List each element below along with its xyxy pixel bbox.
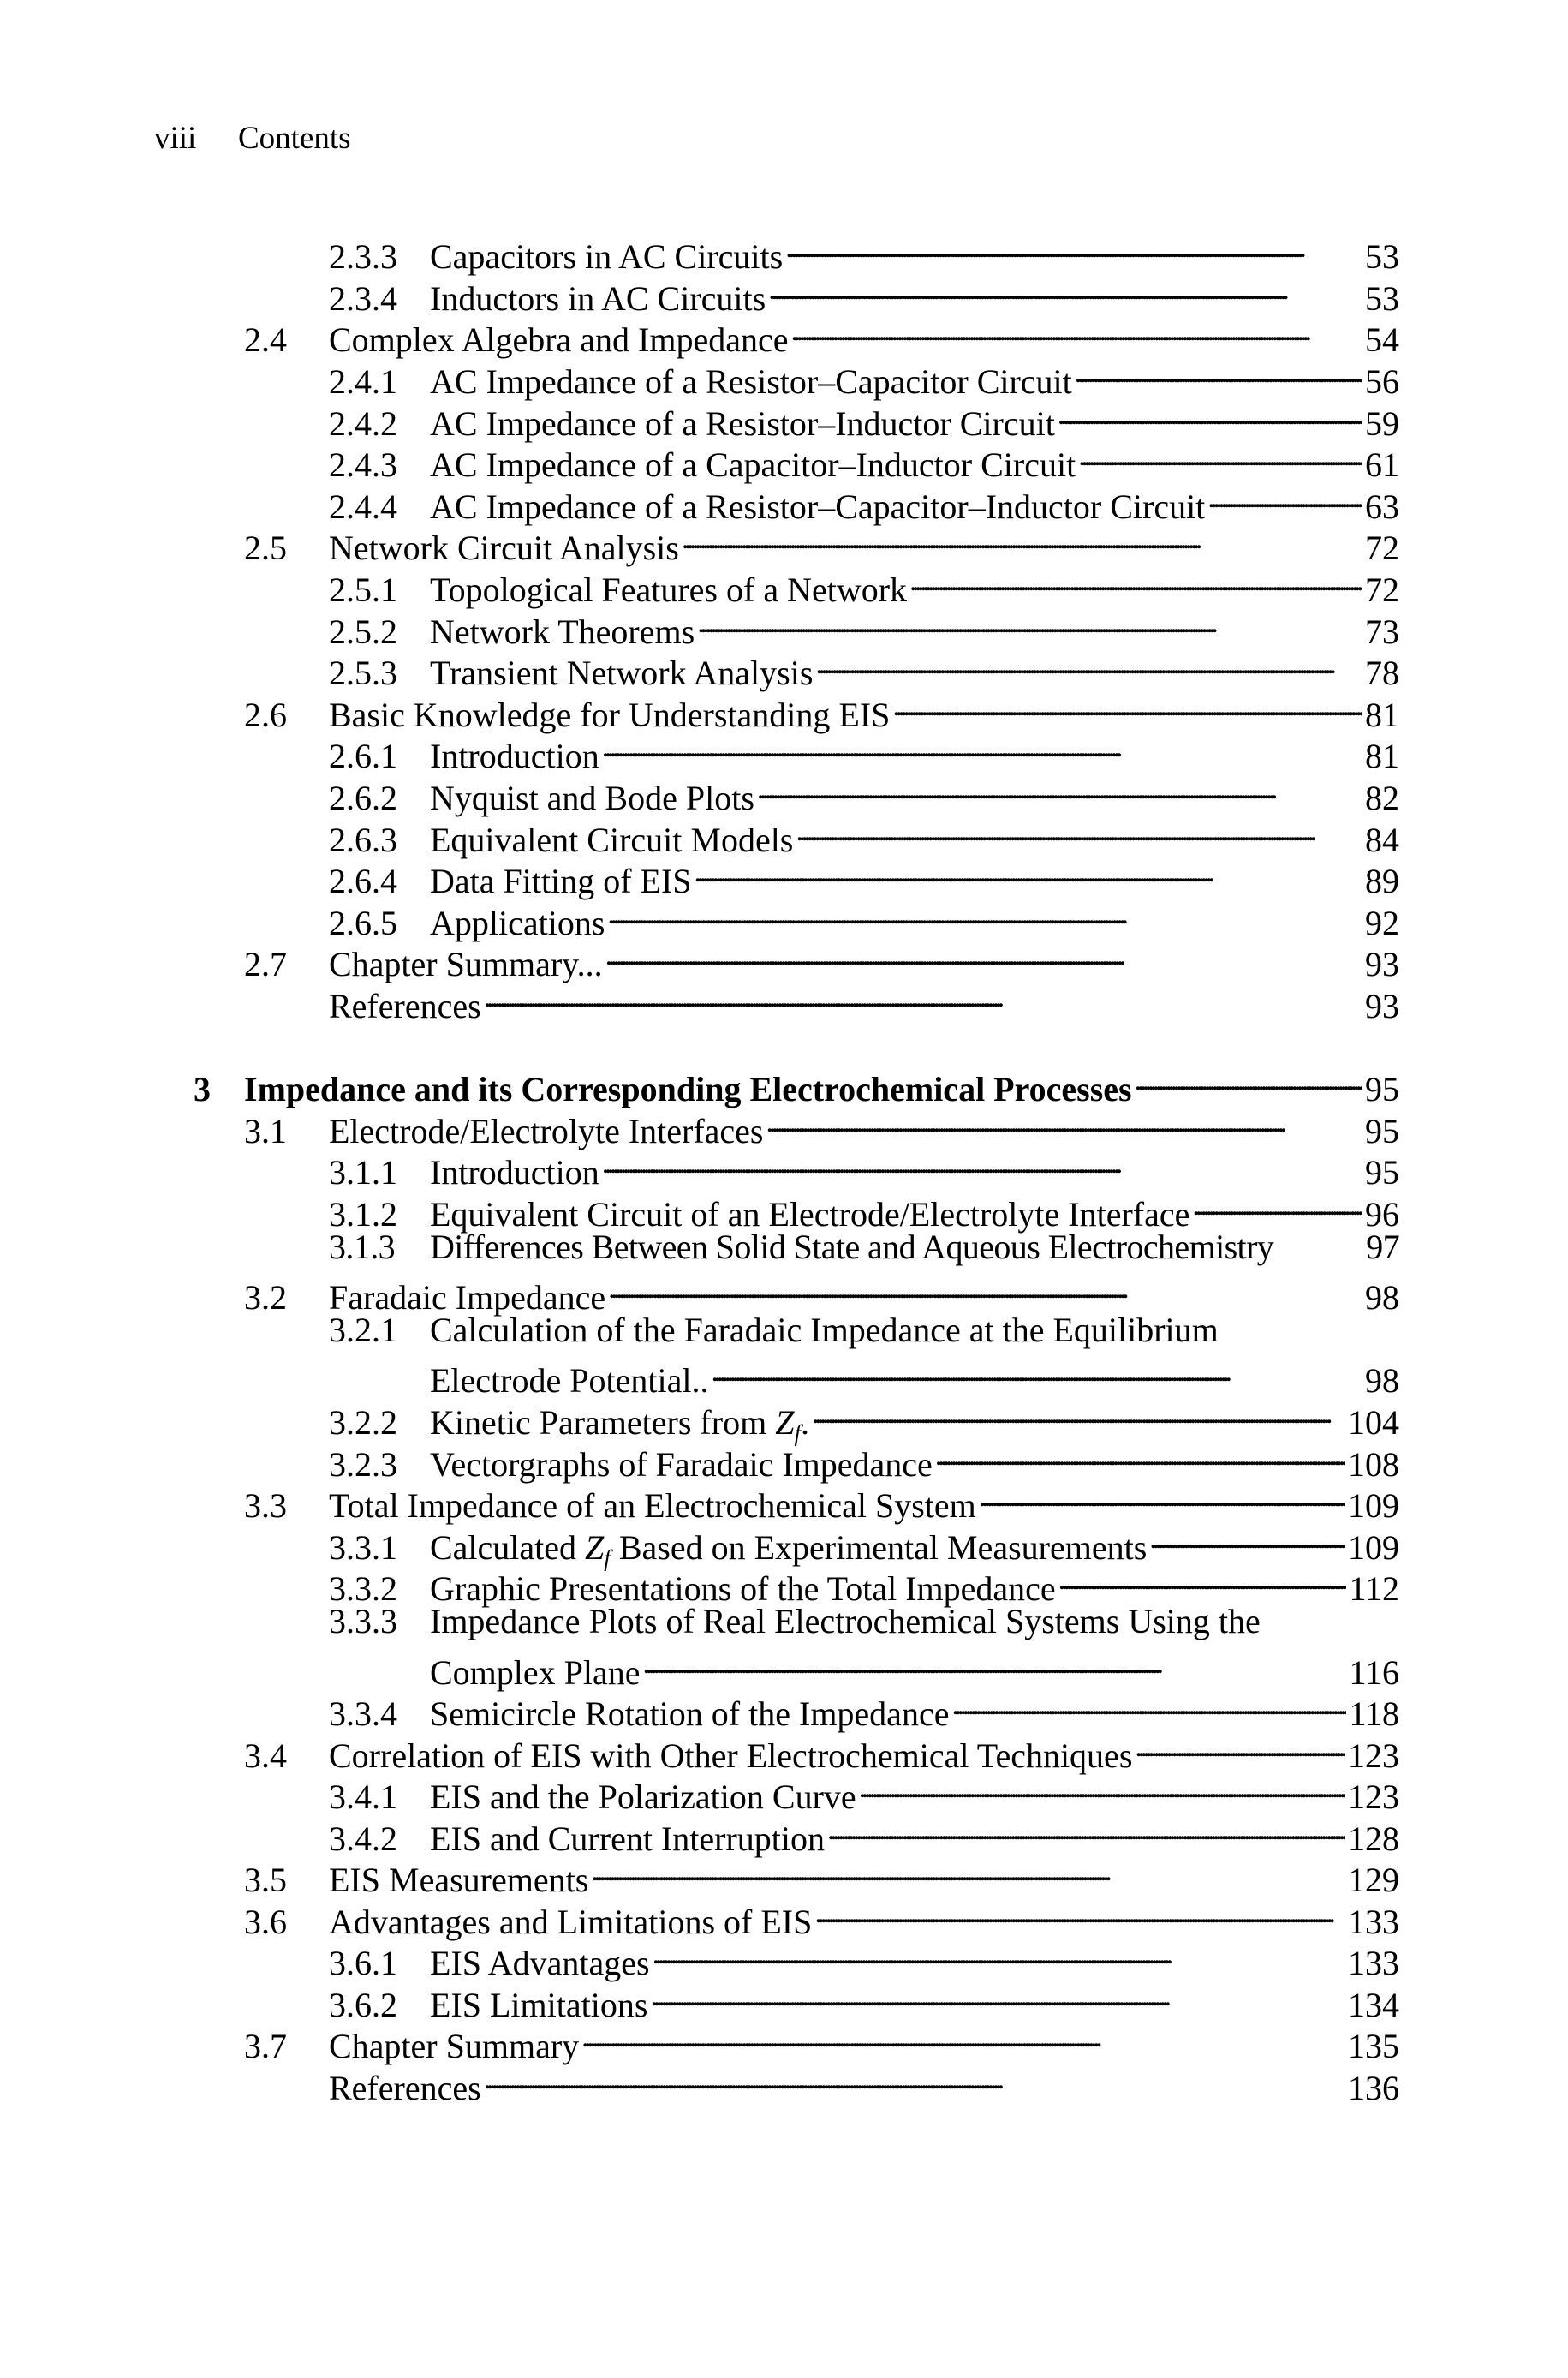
entry-page: 56 — [1365, 362, 1399, 401]
entry-title: Equivalent Circuit Models — [430, 821, 794, 859]
entry-page: 72 — [1365, 529, 1399, 567]
entry-number: 2.6.4 — [329, 862, 397, 900]
chapter-number: 3 — [194, 1070, 211, 1108]
entry-title: Equivalent Circuit of an Electrode/Electrolyte Interface — [430, 1195, 1190, 1234]
toc-entry[interactable] — [329, 1393, 1399, 1446]
leader-dots — [790, 310, 1362, 351]
entry-title: Vectorgraphs of Faradaic Impedance — [430, 1445, 933, 1484]
entry-title: AC Impedance of a Resistor–Capacitor–Inductor Circuit — [430, 487, 1206, 526]
entry-page: 93 — [1365, 945, 1399, 983]
entry-title: Electrode/Electrolyte Interfaces — [329, 1112, 764, 1150]
leader-dots — [1135, 1726, 1345, 1767]
entry-title: AC Impedance of a Resistor–Inductor Circuit — [430, 404, 1055, 443]
toc-entry[interactable] — [329, 1143, 1399, 1192]
toc-entry[interactable] — [329, 1559, 1399, 1608]
leader-dots — [643, 1643, 1347, 1684]
entry-number: 3.3 — [244, 1486, 287, 1525]
entry-number: 3.1.1 — [329, 1153, 397, 1192]
toc-entry-first-line[interactable] — [329, 1310, 1219, 1351]
entry-title: Differences Between Solid State and Aqueous Electrochemistry — [430, 1228, 1274, 1266]
entry-title: Network Theorems — [430, 612, 695, 651]
entry-title: AC Impedance of a Capacitor–Inductor Circuit — [430, 445, 1076, 484]
entry-number: 2.6.3 — [329, 821, 397, 859]
toc-entry[interactable] — [329, 394, 1399, 443]
toc-entry[interactable] — [329, 1809, 1399, 1858]
entry-title-continued: Complex Plane — [430, 1653, 641, 1692]
entry-title: Data Fitting of EIS — [430, 862, 692, 900]
entry-title: References — [329, 987, 481, 1025]
leader-dots — [892, 685, 1362, 726]
toc-entry[interactable] — [329, 269, 1399, 318]
entry-page: 104 — [1348, 1403, 1399, 1442]
toc-entry[interactable] — [329, 602, 1399, 651]
entry-number: 3.4 — [244, 1736, 287, 1775]
entry-title: Complex Algebra and Impedance — [329, 320, 789, 359]
toc-entry[interactable] — [329, 352, 1399, 401]
entry-title: References — [329, 2069, 481, 2107]
entry-title: Capacitors in AC Circuits — [430, 237, 784, 276]
toc-entry[interactable] — [244, 2017, 1399, 2065]
leader-dots — [682, 518, 1362, 559]
entry-number: 2.4.4 — [329, 487, 397, 526]
toc-entry[interactable] — [244, 1102, 1399, 1150]
toc-entry[interactable] — [244, 1268, 1399, 1317]
toc-entry[interactable] — [329, 560, 1399, 609]
entry-number: 3.3.4 — [329, 1694, 397, 1733]
leader-dots — [697, 602, 1362, 643]
leader-dots — [796, 810, 1362, 851]
toc-entry[interactable] — [329, 643, 1399, 692]
toc-entry[interactable] — [329, 851, 1399, 900]
leader-dots — [827, 1809, 1345, 1850]
toc-entry[interactable] — [329, 726, 1399, 775]
leader-dots — [1192, 1185, 1362, 1226]
entry-title: Chapter Summary — [329, 2027, 580, 2065]
entry-number: 3.1.2 — [329, 1195, 397, 1234]
toc-entry[interactable] — [430, 1351, 1399, 1400]
entry-page: 123 — [1348, 1736, 1399, 1775]
entry-title: Graphic Presentations of the Total Impedance — [430, 1569, 1056, 1608]
entry-number: 2.4 — [244, 320, 287, 359]
entry-number: 2.6.5 — [329, 904, 397, 942]
entry-number: 3.5 — [244, 1861, 287, 1899]
entry-title: Calculation of the Faradaic Impedance at the Equilibrium — [430, 1311, 1219, 1349]
toc-entry[interactable] — [244, 1476, 1399, 1525]
entry-page: 98 — [1365, 1361, 1399, 1400]
entry-page: 128 — [1348, 1819, 1399, 1858]
entry-page: 81 — [1365, 696, 1399, 734]
entry-number: 3.2.3 — [329, 1445, 397, 1484]
toc-entry[interactable] — [244, 310, 1399, 359]
toc-entry[interactable] — [329, 1518, 1399, 1571]
toc-entry[interactable] — [329, 227, 1399, 276]
entry-title: Basic Knowledge for Understanding EIS — [329, 696, 891, 734]
entry-page: 95 — [1365, 1112, 1399, 1150]
leader-dots — [1075, 352, 1362, 393]
entry-title: Faradaic Impedance — [329, 1278, 606, 1317]
toc-entry[interactable] — [244, 1850, 1399, 1899]
leader-dots — [1149, 1518, 1345, 1559]
entry-page: 61 — [1365, 445, 1399, 484]
entry-number: 3.6 — [244, 1903, 287, 1941]
toc-entry[interactable] — [329, 768, 1399, 817]
chapter-title: Impedance and its Corresponding Electrochemical Processes — [244, 1070, 1132, 1108]
toc-entry-first-line[interactable] — [329, 1601, 1261, 1642]
entry-page: 134 — [1348, 1986, 1399, 2024]
entry-page: 112 — [1349, 1569, 1399, 1608]
entry-title: Semicircle Rotation of the Impedance — [430, 1694, 950, 1733]
entry-number: 2.4.2 — [329, 404, 397, 443]
leader-dots — [909, 560, 1362, 601]
entry-page: 116 — [1349, 1653, 1399, 1692]
entry-title: EIS Measurements — [329, 1861, 589, 1899]
entry-page: 98 — [1365, 1278, 1399, 1317]
entry-number: 2.6.2 — [329, 779, 397, 817]
entry-page: 133 — [1348, 1944, 1399, 1982]
toc-entry[interactable] — [244, 518, 1399, 567]
entry-title: EIS Advantages — [430, 1944, 650, 1982]
entry-title: Introduction — [430, 737, 599, 775]
toc-entry[interactable] — [329, 477, 1399, 526]
leader-dots — [695, 851, 1362, 893]
leader-dots — [935, 1435, 1345, 1476]
running-title: Contents — [238, 121, 351, 156]
entry-title: EIS Limitations — [430, 1986, 648, 2024]
leader-dots — [711, 1351, 1362, 1392]
entry-title: Impedance Plots of Real Electrochemical Systems Using the — [430, 1602, 1261, 1640]
leader-dots — [785, 227, 1362, 268]
leader-dots — [1058, 1559, 1347, 1600]
leader-dots — [605, 935, 1362, 976]
entry-number: 3.2.1 — [329, 1311, 397, 1349]
entry-number: 3.7 — [244, 2027, 287, 2065]
entry-page: 72 — [1365, 571, 1399, 609]
toc-entry[interactable] — [430, 1643, 1399, 1692]
entry-number: 3.6.1 — [329, 1944, 397, 1982]
entry-page: 109 — [1348, 1486, 1399, 1525]
entry-number: 2.5.2 — [329, 612, 397, 651]
entry-page: 133 — [1348, 1903, 1399, 1941]
entry-number: 2.7 — [244, 945, 287, 983]
entry-number: 3.3.1 — [329, 1528, 397, 1567]
entry-number: 2.4.3 — [329, 445, 397, 484]
leader-dots — [602, 1143, 1362, 1184]
entry-number: 3.3.3 — [329, 1602, 397, 1640]
entry-page: 93 — [1365, 987, 1399, 1025]
entry-number: 3.2 — [244, 1278, 287, 1317]
entry-page: 82 — [1365, 779, 1399, 817]
entry-number: 2.6 — [244, 696, 287, 734]
leader-dots — [1135, 1060, 1362, 1101]
toc-entry[interactable] — [329, 1435, 1399, 1484]
leader-dots — [951, 1684, 1346, 1725]
entry-number: 2.5.3 — [329, 654, 397, 692]
entry-number: 3.1.3 — [329, 1228, 396, 1266]
toc-entry[interactable] — [329, 1185, 1399, 1234]
entry-number: 3.4.2 — [329, 1819, 397, 1858]
entry-page: 95 — [1365, 1070, 1399, 1108]
toc-entry[interactable] — [329, 977, 1399, 1025]
entry-number: 2.6.1 — [329, 737, 397, 775]
toc-entry[interactable] — [329, 1767, 1399, 1816]
entry-title: Advantages and Limitations of EIS — [329, 1903, 813, 1941]
leader-dots — [757, 768, 1362, 810]
entry-page: 54 — [1365, 320, 1399, 359]
entry-title: Kinetic Parameters from $Z_f$. — [430, 1403, 809, 1446]
page-folio: viii — [154, 121, 197, 156]
leader-dots — [484, 2058, 1345, 2100]
leader-dots — [608, 1268, 1362, 1309]
entry-number: 3.2.2 — [329, 1403, 397, 1442]
entry-number: 3.4.1 — [329, 1778, 397, 1816]
entry-title: Total Impedance of an Electrochemical System — [329, 1486, 976, 1525]
entry-title: EIS and Current Interruption — [430, 1819, 825, 1858]
toc-entry[interactable] — [329, 893, 1399, 942]
entry-title: AC Impedance of a Resistor–Capacitor Circuit — [430, 362, 1072, 401]
leader-dots — [1207, 477, 1362, 518]
entry-title: Nyquist and Bode Plots — [430, 779, 754, 817]
entry-page: 118 — [1349, 1694, 1399, 1733]
entry-number: 2.5 — [244, 529, 287, 567]
entry-number: 3.6.2 — [329, 1986, 397, 2024]
leader-dots — [1078, 435, 1362, 476]
entry-title: Topological Features of a Network — [430, 571, 908, 609]
entry-page: 135 — [1348, 2027, 1399, 2065]
entry-title: Calculated $Z_f$ Based on Experimental Measurements — [430, 1528, 1148, 1571]
entry-page: 96 — [1365, 1195, 1399, 1234]
leader-dots — [815, 643, 1362, 684]
leader-dots — [581, 2017, 1345, 2058]
leader-dots — [768, 269, 1362, 310]
entry-title: Introduction — [430, 1153, 599, 1192]
entry-page: 63 — [1365, 487, 1399, 526]
leader-dots — [591, 1850, 1345, 1891]
entry-page: 129 — [1348, 1861, 1399, 1899]
toc-entry[interactable] — [244, 935, 1399, 983]
entry-title: EIS and the Polarization Curve — [430, 1778, 856, 1816]
toc-entry[interactable] — [244, 1892, 1399, 1941]
entry-page: 73 — [1365, 612, 1399, 651]
leader-dots — [812, 1393, 1345, 1434]
toc-entry[interactable] — [244, 685, 1399, 734]
leader-dots — [653, 1933, 1345, 1975]
leader-dots — [484, 977, 1362, 1018]
entry-title: Network Circuit Analysis — [329, 529, 679, 567]
entry-number: 2.3.4 — [329, 279, 397, 318]
toc-entry[interactable] — [329, 1227, 1399, 1268]
toc-entry[interactable] — [329, 2058, 1399, 2107]
toc-entry[interactable] — [329, 1933, 1399, 1982]
entry-page: 81 — [1365, 737, 1399, 775]
leader-dots — [859, 1767, 1345, 1808]
entry-page: 136 — [1348, 2069, 1399, 2107]
entry-number: 3.3.2 — [329, 1569, 397, 1608]
entry-number: 2.4.1 — [329, 362, 397, 401]
leader-dots — [814, 1892, 1345, 1933]
entry-page: 123 — [1348, 1778, 1399, 1816]
entry-page: 89 — [1365, 862, 1399, 900]
entry-number: 2.5.1 — [329, 571, 397, 609]
toc-chapter-entry[interactable] — [194, 1060, 1399, 1108]
toc-entry[interactable] — [329, 435, 1399, 484]
entry-page: 53 — [1365, 237, 1399, 276]
entry-title: Correlation of EIS with Other Electrochemical Techniques — [329, 1736, 1133, 1775]
toc-entry[interactable] — [329, 1975, 1399, 2024]
leader-dots — [650, 1975, 1345, 2017]
toc-entry[interactable] — [329, 1684, 1399, 1733]
leader-dots — [602, 726, 1362, 768]
entry-number: 2.3.3 — [329, 237, 397, 276]
entry-page: 59 — [1365, 404, 1399, 443]
leader-dots — [766, 1102, 1362, 1143]
entry-number: 3.1 — [244, 1112, 287, 1150]
entry-page: 84 — [1365, 821, 1399, 859]
entry-page: 97 — [1366, 1228, 1399, 1266]
entry-title: Chapter Summary... — [329, 945, 603, 983]
entry-page: 109 — [1348, 1528, 1399, 1567]
toc-entry[interactable] — [329, 810, 1399, 859]
entry-title: Inductors in AC Circuits — [430, 279, 766, 318]
entry-page: 78 — [1365, 654, 1399, 692]
entry-title-continued: Electrode Potential.. — [430, 1361, 709, 1400]
entry-page: 92 — [1365, 904, 1399, 942]
entry-page: 108 — [1348, 1445, 1399, 1484]
entry-title: Transient Network Analysis — [430, 654, 814, 692]
entry-page: 53 — [1365, 279, 1399, 318]
toc-entry[interactable] — [244, 1726, 1399, 1775]
leader-dots — [979, 1476, 1345, 1517]
entry-page: 95 — [1365, 1153, 1399, 1192]
leader-dots — [607, 893, 1362, 935]
entry-title: Applications — [430, 904, 605, 942]
leader-dots — [1058, 394, 1362, 435]
